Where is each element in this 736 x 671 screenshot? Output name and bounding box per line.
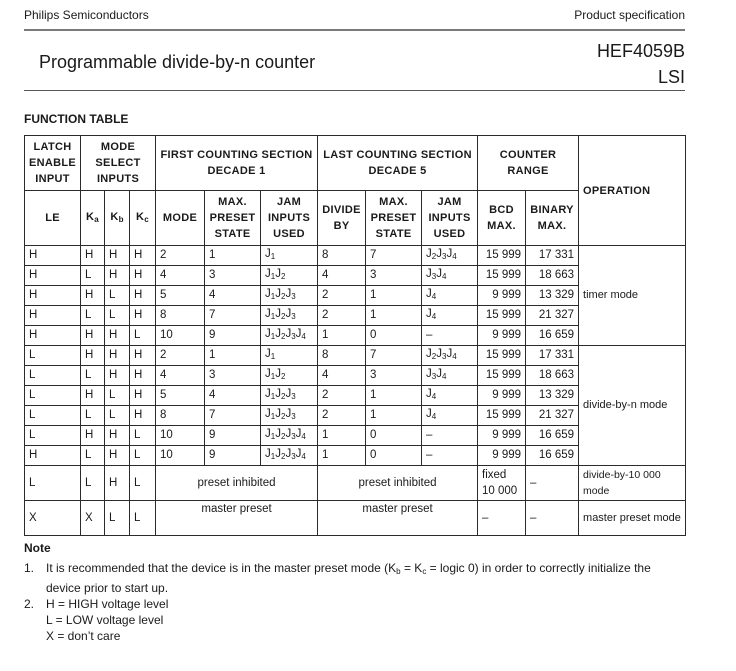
cell-kb: H [105, 426, 130, 446]
cell-mode: 2 [156, 346, 205, 366]
cell-max-preset-5: 3 [366, 366, 422, 386]
cell-jam-5: $J_3J_4$ [422, 266, 478, 286]
cell-le: L [25, 466, 81, 501]
header-latch-enable: LATCH ENABLE INPUT [25, 136, 81, 191]
cell-bcd-max: 15 999 [478, 346, 526, 366]
cell-kb: H [105, 266, 130, 286]
cell-kb: L [105, 386, 130, 406]
cell-le: H [25, 286, 81, 306]
header-divider [24, 29, 685, 31]
cell-kb: L [105, 406, 130, 426]
cell-binary-max: 21 327 [526, 306, 579, 326]
cell-jam-1: $J_1J_2J_3J_4$ [261, 446, 318, 466]
cell-first-section: master preset [156, 501, 318, 536]
cell-ka: L [81, 466, 105, 501]
header-max-preset-1: MAX. PRESET STATE [205, 191, 261, 246]
cell-binary-max: 18 663 [526, 366, 579, 386]
cell-mode: 10 [156, 446, 205, 466]
cell-jam-5: $J_2J_3J_4$ [422, 346, 478, 366]
cell-max-preset-1: 7 [205, 406, 261, 426]
cell-kb: L [105, 501, 130, 536]
cell-max-preset-1: 3 [205, 366, 261, 386]
header-jam-inputs-5: JAM INPUTS USED [422, 191, 478, 246]
cell-kb: H [105, 346, 130, 366]
cell-kc: L [130, 446, 156, 466]
cell-divide-by: 2 [318, 406, 366, 426]
cell-divide-by: 1 [318, 326, 366, 346]
legend-x: X = don’t care [46, 629, 121, 643]
cell-jam-5: $J_4$ [422, 286, 478, 306]
cell-divide-by: 4 [318, 366, 366, 386]
cell-ka: H [81, 426, 105, 446]
cell-jam-1: $J_1$ [261, 246, 318, 266]
cell-le: H [25, 266, 81, 286]
table-row-special [25, 466, 686, 501]
note-2: 2. H = HIGH voltage level L = LOW voltage level X = don’t care [24, 597, 169, 643]
cell-le: L [25, 346, 81, 366]
cell-le: X [25, 501, 81, 536]
cell-bcd-max: 9 999 [478, 326, 526, 346]
cell-binary-max: 16 659 [526, 326, 579, 346]
cell-operation: divide-by-10 000 mode [579, 466, 686, 501]
cell-mode: 10 [156, 326, 205, 346]
cell-kc: L [130, 426, 156, 446]
cell-max-preset-5: 0 [366, 426, 422, 446]
cell-mode: 5 [156, 386, 205, 406]
cell-jam-5: $J_4$ [422, 386, 478, 406]
cell-divide-by: 2 [318, 286, 366, 306]
cell-jam-5: $J_2J_3J_4$ [422, 246, 478, 266]
cell-le: L [25, 366, 81, 386]
header-kc: $K_c$ [130, 191, 156, 246]
cell-max-preset-1: 9 [205, 326, 261, 346]
header-mode-select: MODE SELECT INPUTS [81, 136, 156, 191]
note-title: Note [24, 541, 51, 555]
header-ka: $K_a$ [81, 191, 105, 246]
cell-operation: timer mode [579, 246, 686, 346]
cell-bcd-max: – [478, 501, 526, 536]
cell-operation: master preset mode [579, 501, 686, 536]
cell-binary-max: 13 329 [526, 286, 579, 306]
legend-h: H = HIGH voltage level [46, 597, 169, 611]
cell-max-preset-5: 1 [366, 406, 422, 426]
header-counter-range: COUNTER RANGE [478, 136, 579, 191]
cell-divide-by: 8 [318, 246, 366, 266]
cell-max-preset-1: 7 [205, 306, 261, 326]
header-binary-max: BINARY MAX. [526, 191, 579, 246]
cell-kc: L [130, 501, 156, 536]
cell-divide-by: 1 [318, 446, 366, 466]
cell-max-preset-1: 1 [205, 346, 261, 366]
cell-max-preset-5: 1 [366, 306, 422, 326]
cell-last-section: master preset [318, 501, 478, 536]
cell-ka: L [81, 366, 105, 386]
cell-max-preset-1: 4 [205, 386, 261, 406]
cell-max-preset-5: 3 [366, 266, 422, 286]
cell-binary-max: 18 663 [526, 266, 579, 286]
cell-kc: H [130, 306, 156, 326]
cell-kc: H [130, 346, 156, 366]
cell-bcd-max: 9 999 [478, 386, 526, 406]
cell-jam-5: $J_3J_4$ [422, 366, 478, 386]
cell-max-preset-5: 0 [366, 446, 422, 466]
cell-max-preset-5: 7 [366, 346, 422, 366]
company-name: Philips Semiconductors [24, 8, 149, 22]
cell-divide-by: 2 [318, 306, 366, 326]
table-row [25, 346, 686, 366]
part-block [597, 38, 685, 90]
cell-kb: L [105, 306, 130, 326]
cell-kc: H [130, 246, 156, 266]
cell-jam-1: $J_1J_2J_3$ [261, 386, 318, 406]
cell-jam-5: – [422, 446, 478, 466]
document-type: Product specification [574, 8, 685, 22]
cell-le: L [25, 406, 81, 426]
header-divide-by: DIVIDE BY [318, 191, 366, 246]
cell-binary-max: 13 329 [526, 386, 579, 406]
cell-ka: H [81, 386, 105, 406]
cell-ka: H [81, 286, 105, 306]
cell-bcd-max: 15 999 [478, 306, 526, 326]
header-max-preset-5: MAX. PRESET STATE [366, 191, 422, 246]
cell-ka: H [81, 246, 105, 266]
header-jam-inputs-1: JAM INPUTS USED [261, 191, 318, 246]
cell-divide-by: 4 [318, 266, 366, 286]
header-mode: MODE [156, 191, 205, 246]
cell-jam-1: $J_1$ [261, 346, 318, 366]
cell-max-preset-5: 0 [366, 326, 422, 346]
cell-max-preset-1: 3 [205, 266, 261, 286]
cell-jam-5: $J_4$ [422, 306, 478, 326]
cell-mode: 5 [156, 286, 205, 306]
cell-binary-max: 21 327 [526, 406, 579, 426]
cell-le: H [25, 246, 81, 266]
function-table [24, 135, 686, 536]
header-le: LE [25, 191, 81, 246]
cell-mode: 4 [156, 266, 205, 286]
table-row-special [25, 501, 686, 536]
cell-bcd-max: 15 999 [478, 246, 526, 266]
cell-ka: L [81, 406, 105, 426]
title-divider [24, 90, 685, 91]
cell-le: L [25, 386, 81, 406]
cell-bcd-max: 15 999 [478, 406, 526, 426]
cell-jam-1: $J_1J_2$ [261, 366, 318, 386]
header-bcd-max: BCD MAX. [478, 191, 526, 246]
cell-binary-max: – [526, 501, 579, 536]
cell-binary-max: – [526, 466, 579, 501]
cell-first-section: preset inhibited [156, 466, 318, 501]
cell-max-preset-5: 1 [366, 286, 422, 306]
cell-jam-1: $J_1J_2$ [261, 266, 318, 286]
cell-mode: 10 [156, 426, 205, 446]
cell-mode: 4 [156, 366, 205, 386]
cell-ka: L [81, 266, 105, 286]
header-first-section: FIRST COUNTING SECTION DECADE 1 [156, 136, 318, 191]
cell-jam-1: $J_1J_2J_3$ [261, 406, 318, 426]
cell-kb: H [105, 246, 130, 266]
cell-binary-max: 16 659 [526, 446, 579, 466]
table-body [25, 246, 686, 536]
legend-l: L = LOW voltage level [46, 613, 164, 627]
cell-bcd-max: 9 999 [478, 286, 526, 306]
cell-kb: H [105, 446, 130, 466]
cell-kb: H [105, 326, 130, 346]
cell-kc: H [130, 266, 156, 286]
cell-ka: L [81, 306, 105, 326]
cell-jam-1: $J_1J_2J_3J_4$ [261, 426, 318, 446]
cell-kc: H [130, 386, 156, 406]
cell-le: H [25, 446, 81, 466]
part-number: HEF4059B [596, 41, 685, 61]
cell-jam-1: $J_1J_2J_3$ [261, 306, 318, 326]
cell-kc: H [130, 406, 156, 426]
cell-kc: L [130, 326, 156, 346]
cell-max-preset-5: 1 [366, 386, 422, 406]
cell-divide-by: 8 [318, 346, 366, 366]
cell-ka: L [81, 446, 105, 466]
cell-kc: H [130, 286, 156, 306]
cell-jam-5: – [422, 426, 478, 446]
cell-bcd-max: 15 999 [478, 366, 526, 386]
header-kb: $K_b$ [105, 191, 130, 246]
cell-kb: H [105, 366, 130, 386]
cell-jam-1: $J_1J_2J_3J_4$ [261, 326, 318, 346]
cell-divide-by: 1 [318, 426, 366, 446]
cell-binary-max: 16 659 [526, 426, 579, 446]
cell-max-preset-1: 9 [205, 446, 261, 466]
cell-jam-1: $J_1J_2J_3$ [261, 286, 318, 306]
cell-le: H [25, 326, 81, 346]
cell-ka: H [81, 326, 105, 346]
cell-last-section: preset inhibited [318, 466, 478, 501]
header-last-section: LAST COUNTING SECTION DECADE 5 [318, 136, 478, 191]
cell-binary-max: 17 331 [526, 246, 579, 266]
cell-kb: H [105, 466, 130, 501]
cell-kb: L [105, 286, 130, 306]
note-1: 1. It is recommended that the device is in the master preset mode ($K_b = K_c$ = logic 0) in order to correctly initialize the device prior to start up. [24, 561, 651, 595]
cell-bcd-max: 9 999 [478, 446, 526, 466]
cell-ka: X [81, 501, 105, 536]
part-family: LSI [657, 67, 685, 87]
page-title: Programmable divide-by-n counter [39, 52, 316, 72]
cell-mode: 8 [156, 306, 205, 326]
cell-kc: H [130, 366, 156, 386]
cell-divide-by: 2 [318, 386, 366, 406]
cell-ka: H [81, 346, 105, 366]
header-operation: OPERATION [579, 136, 686, 246]
cell-jam-5: $J_4$ [422, 406, 478, 426]
table-row [25, 246, 686, 266]
cell-bcd-max: 15 999 [478, 266, 526, 286]
cell-operation: divide-by-n mode [579, 346, 686, 466]
cell-binary-max: 17 331 [526, 346, 579, 366]
cell-max-preset-1: 9 [205, 426, 261, 446]
cell-mode: 2 [156, 246, 205, 266]
cell-kc: L [130, 466, 156, 501]
cell-jam-5: – [422, 326, 478, 346]
cell-bcd-max: fixed 10 000 [478, 466, 526, 501]
section-title: FUNCTION TABLE [24, 112, 129, 126]
cell-le: L [25, 426, 81, 446]
cell-max-preset-1: 4 [205, 286, 261, 306]
cell-bcd-max: 9 999 [478, 426, 526, 446]
cell-le: H [25, 306, 81, 326]
cell-mode: 8 [156, 406, 205, 426]
cell-max-preset-1: 1 [205, 246, 261, 266]
cell-max-preset-5: 7 [366, 246, 422, 266]
